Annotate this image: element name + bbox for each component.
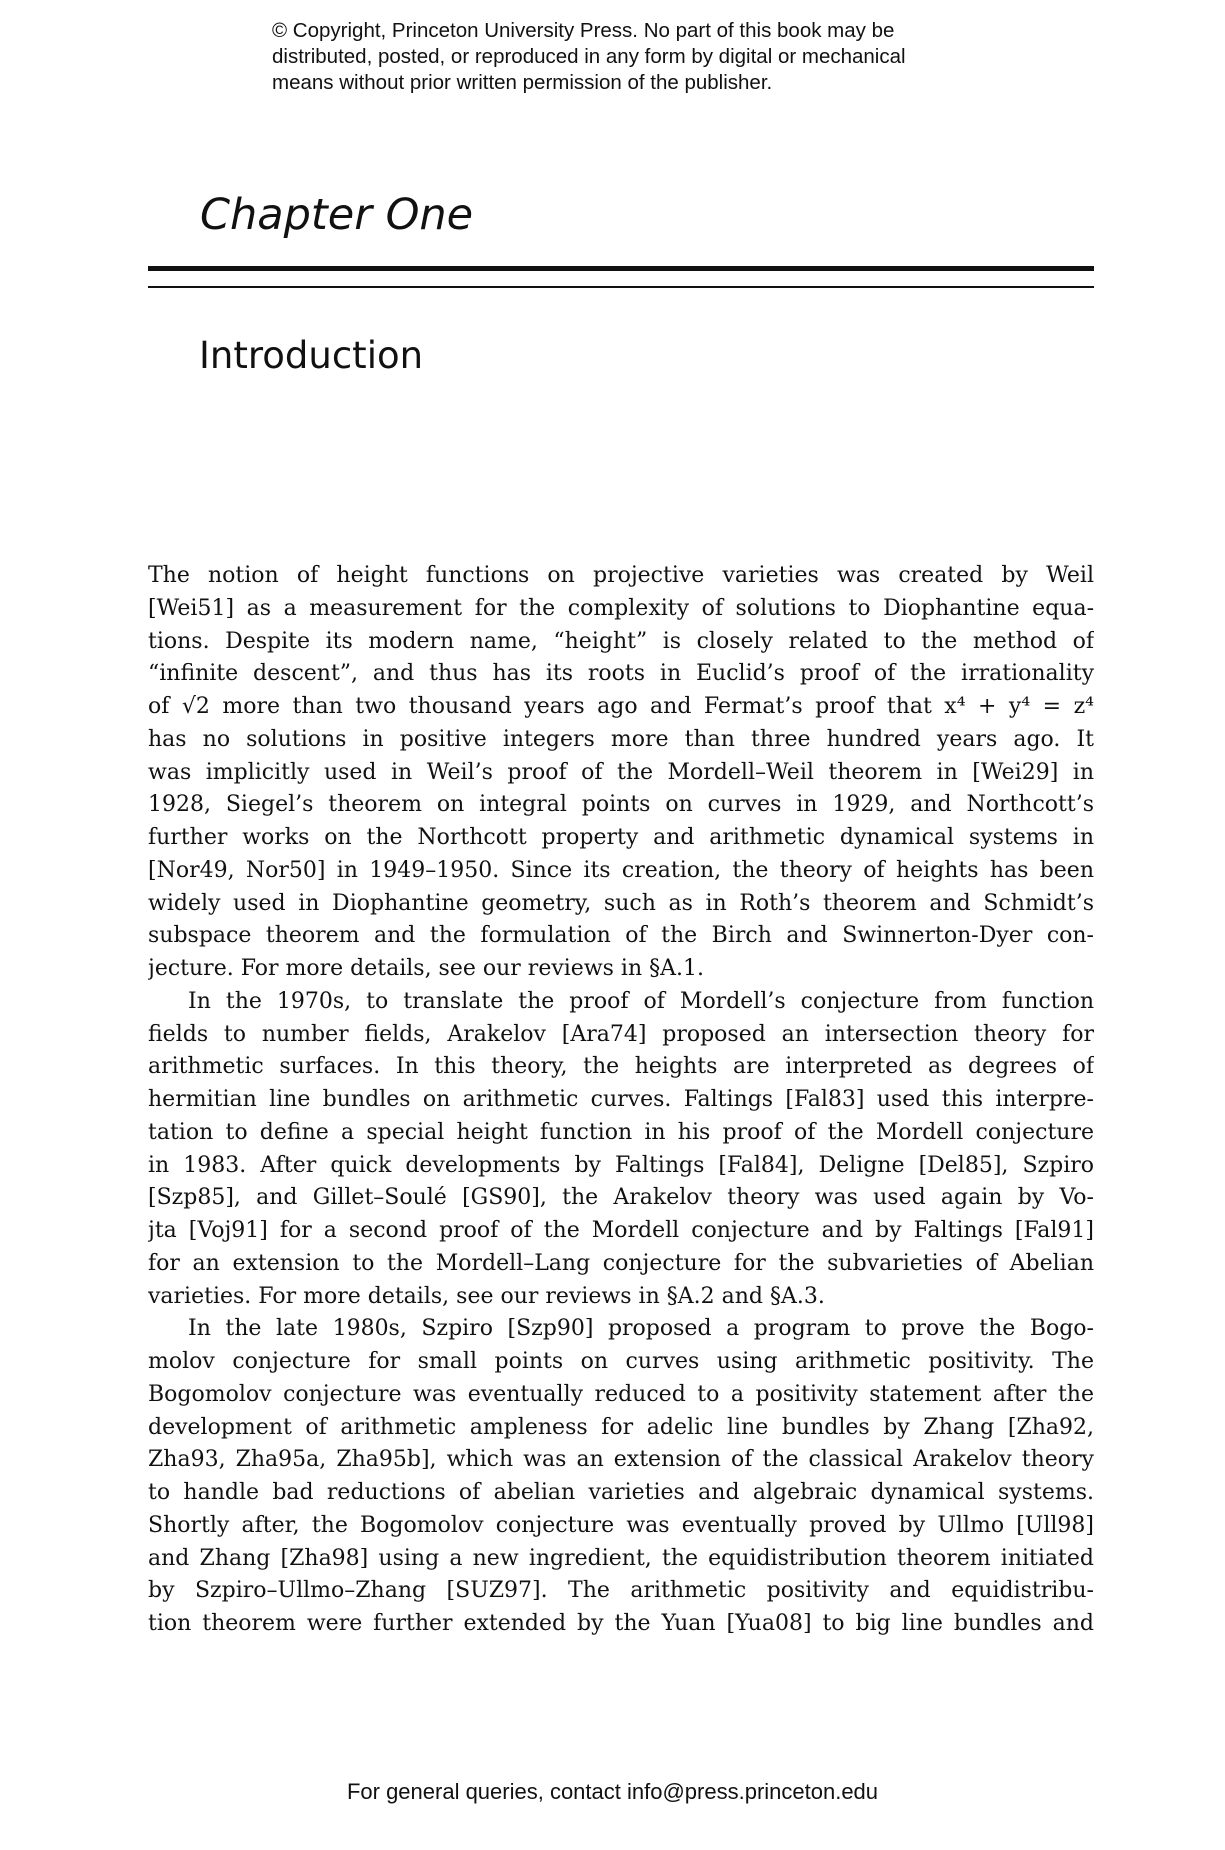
text-line: [Nor49, Nor50] in 1949–1950. Since its creation, the theory of heights has been (148, 857, 1094, 883)
footer-contact: For general queries, contact info@press.princeton.edu (346, 1779, 879, 1804)
copyright-line: © Copyright, Princeton University Press. No part of this book may be (272, 19, 895, 42)
text-line: subspace theorem and the formulation of the Birch and Swinnerton-Dyer con- (148, 923, 1094, 949)
text-line: hermitian line bundles on arithmetic curves. Faltings [Fal83] used this interpre- (148, 1087, 1094, 1112)
text-line: has no solutions in positive integers more than three hundred years ago. It (148, 726, 1094, 752)
text-line: 1928, Siegel’s theorem on integral points on curves in 1929, and Northcott’s (148, 792, 1094, 818)
text-line: “infinite descent”, and thus has its roots in Euclid’s proof of the irrationality (148, 661, 1094, 687)
paragraph-3 (148, 1313, 1094, 1641)
text-line: of √2 more than two thousand years ago and Fermat’s proof that x⁴ + y⁴ = z⁴ (148, 694, 1094, 719)
chapter-label: Chapter One (200, 190, 474, 240)
paragraph-2 (148, 986, 1094, 1314)
text-line: and Zhang [Zha98] using a new ingredient, the equidistribution theorem initiated (148, 1545, 1094, 1571)
text-line: [Szp85], and Gillet–Soulé [GS90], the Arakelov theory was used again by Vo- (148, 1185, 1094, 1211)
text-line: jecture. For more details, see our reviews in §A.1. (148, 956, 705, 981)
copyright-line: means without prior written permission of the publisher. (272, 71, 773, 94)
paragraph-1 (148, 560, 1094, 986)
text-line: jta [Voj91] for a second proof of the Mordell conjecture and by Faltings [Fal91] (148, 1218, 1094, 1243)
copyright-notice (272, 18, 992, 96)
text-line: In the 1970s, to translate the proof of Mordell’s conjecture from function (188, 988, 1094, 1014)
text-line: to handle bad reductions of abelian varieties and algebraic dynamical systems. (148, 1480, 1094, 1505)
text-line: for an extension to the Mordell–Lang conjecture for the subvarieties of Abelian (148, 1250, 1094, 1276)
chapter-title: Introduction (199, 334, 424, 377)
text-line: widely used in Diophantine geometry, such as in Roth’s theorem and Schmidt’s (148, 890, 1094, 916)
text-line: was implicitly used in Weil’s proof of the Mordell–Weil theorem in [Wei29] in (148, 759, 1094, 785)
chapter-rule-thin (148, 286, 1094, 288)
text-line: molov conjecture for small points on curves using arithmetic positivity. The (148, 1349, 1094, 1374)
text-line: further works on the Northcott property and arithmetic dynamical systems in (148, 825, 1094, 850)
text-line: Zha93, Zha95a, Zha95b], which was an extension of the classical Arakelov theory (148, 1447, 1094, 1473)
text-line: arithmetic surfaces. In this theory, the heights are interpreted as degrees of (148, 1054, 1094, 1080)
text-line: in 1983. After quick developments by Faltings [Fal84], Deligne [Del85], Szpiro (148, 1152, 1094, 1178)
text-line: In the late 1980s, Szpiro [Szp90] proposed a program to prove the Bogo- (188, 1316, 1094, 1342)
text-line: [Wei51] as a measurement for the complexity of solutions to Diophantine equa- (148, 595, 1094, 621)
text-line: tation to define a special height function in his proof of the Mordell conjecture (148, 1119, 1094, 1145)
text-line: fields to number fields, Arakelov [Ara74] proposed an intersection theory for (148, 1021, 1094, 1047)
text-line: Shortly after, the Bogomolov conjecture was eventually proved by Ullmo [Ull98] (148, 1512, 1094, 1538)
chapter-rule-thick (148, 266, 1094, 271)
text-line: development of arithmetic ampleness for adelic line bundles by Zhang [Zha92, (148, 1414, 1094, 1440)
text-line: The notion of height functions on projective varieties was created by Weil (148, 563, 1094, 588)
body-text (148, 560, 1094, 1641)
text-line: Bogomolov conjecture was eventually reduced to a positivity statement after the (148, 1381, 1094, 1407)
text-line: tion theorem were further extended by the Yuan [Yua08] to big line bundles and (148, 1611, 1094, 1636)
text-line: tions. Despite its modern name, “height” is closely related to the method of (148, 628, 1094, 654)
copyright-line: distributed, posted, or reproduced in any form by digital or mechanical (272, 45, 906, 68)
text-line: by Szpiro–Ullmo–Zhang [SUZ97]. The arithmetic positivity and equidistribu- (148, 1578, 1094, 1604)
text-line: varieties. For more details, see our reviews in §A.2 and §A.3. (148, 1283, 825, 1309)
